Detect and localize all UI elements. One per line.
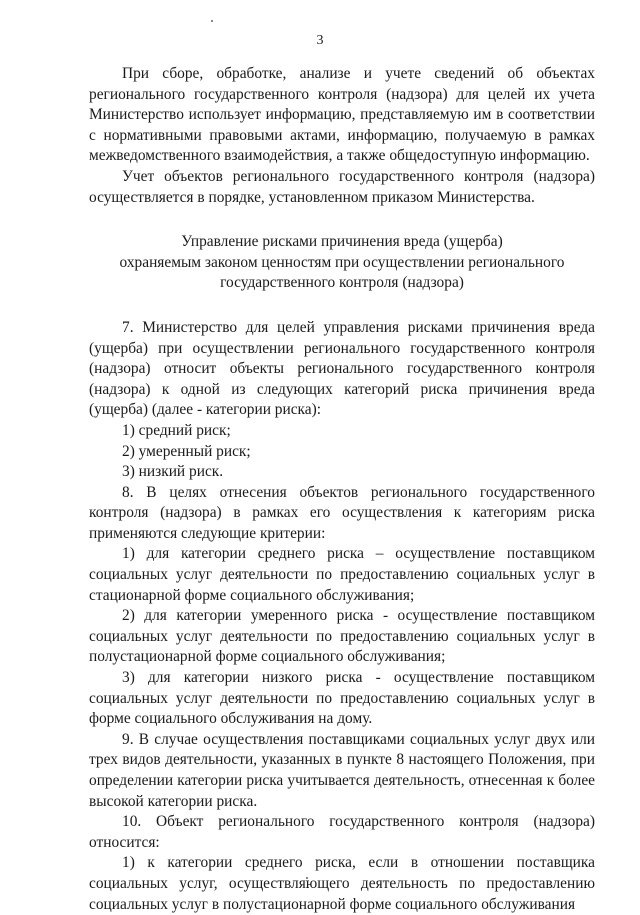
- section-heading-line: охраняемым законом ценностям при осуществлении регионального: [119, 253, 565, 271]
- list-item: 3) низкий риск.: [122, 463, 224, 481]
- paragraph: Учет объектов регионального государственного контроля (надзора) осуществляется в порядке, установленном приказом Министерства.: [89, 167, 595, 206]
- paragraph-item-10: 10. Объект регионального государственного контроля (надзора) относится:: [89, 813, 595, 851]
- page-number: 3: [316, 33, 324, 48]
- list-item: 2) для категории умеренного риска - осуществление поставщиком социальных услуг деятельности по предоставлению социальных услуг в полустационарной форме социального обслуживания;: [89, 607, 595, 666]
- paragraph-item-9: 9. В случае осуществления поставщиками социальных услуг двух или трех видов деятельности, указанных в пункте 8 настоящего Положения, при определении категории риска учитывается деятельность, отнесенная к более высокой категории риска.: [89, 730, 595, 810]
- list-item: 3) для категории низкого риска - осуществление поставщиком социальных услуг деятельности по предоставлению социальных услуг в форме социального обслуживания на дому.: [89, 669, 595, 728]
- document-body: [89, 64, 595, 915]
- list-item: 1) средний риск;: [122, 421, 231, 439]
- paragraph-item-8: 8. В целях отнесения объектов регионального государственного контроля (надзора) в рамках его осуществления к категориям риска применяются следующие критерии:: [89, 483, 595, 542]
- section-heading-line: Управление рисками причинения вреда (ущерба): [181, 233, 503, 251]
- list-item: 1) для категории среднего риска – осуществление поставщиком социальных услуг деятельности по предоставлению социальных услуг в стационарной форме социального обслуживания;: [89, 545, 595, 604]
- paragraph-item-7: 7. Министерство для целей управления рисками причинения вреда (ущерба) при осуществлении регионального государственного контроля (надзора) относит объекты регионального государственного контроля (надзора) к одной из следующих категорий риска причинения вреда (ущерба) (далее - категории риска):: [89, 318, 595, 419]
- scan-speck: [211, 20, 213, 22]
- list-item: 2) умеренный риск;: [122, 442, 251, 460]
- section-heading-line: государственного контроля (надзора): [220, 274, 464, 292]
- section-heading: [89, 232, 595, 294]
- list-item: 1) к категории среднего риска, если в отношении поставщика социальных услуг, осуществляющего деятельность по предоставлению социальных услуг в полустационарной форме социального обслуживания: [89, 854, 595, 913]
- paragraph: При сборе, обработке, анализе и учете сведений об объектах регионального государственного контроля (надзора) для целей их учета Министерство использует информацию, представляемую им в соответствии с нормативными правовыми актами, информацию, получаемую в рамках межведомственного взаимодействия, а также общедоступную информацию.: [89, 65, 595, 165]
